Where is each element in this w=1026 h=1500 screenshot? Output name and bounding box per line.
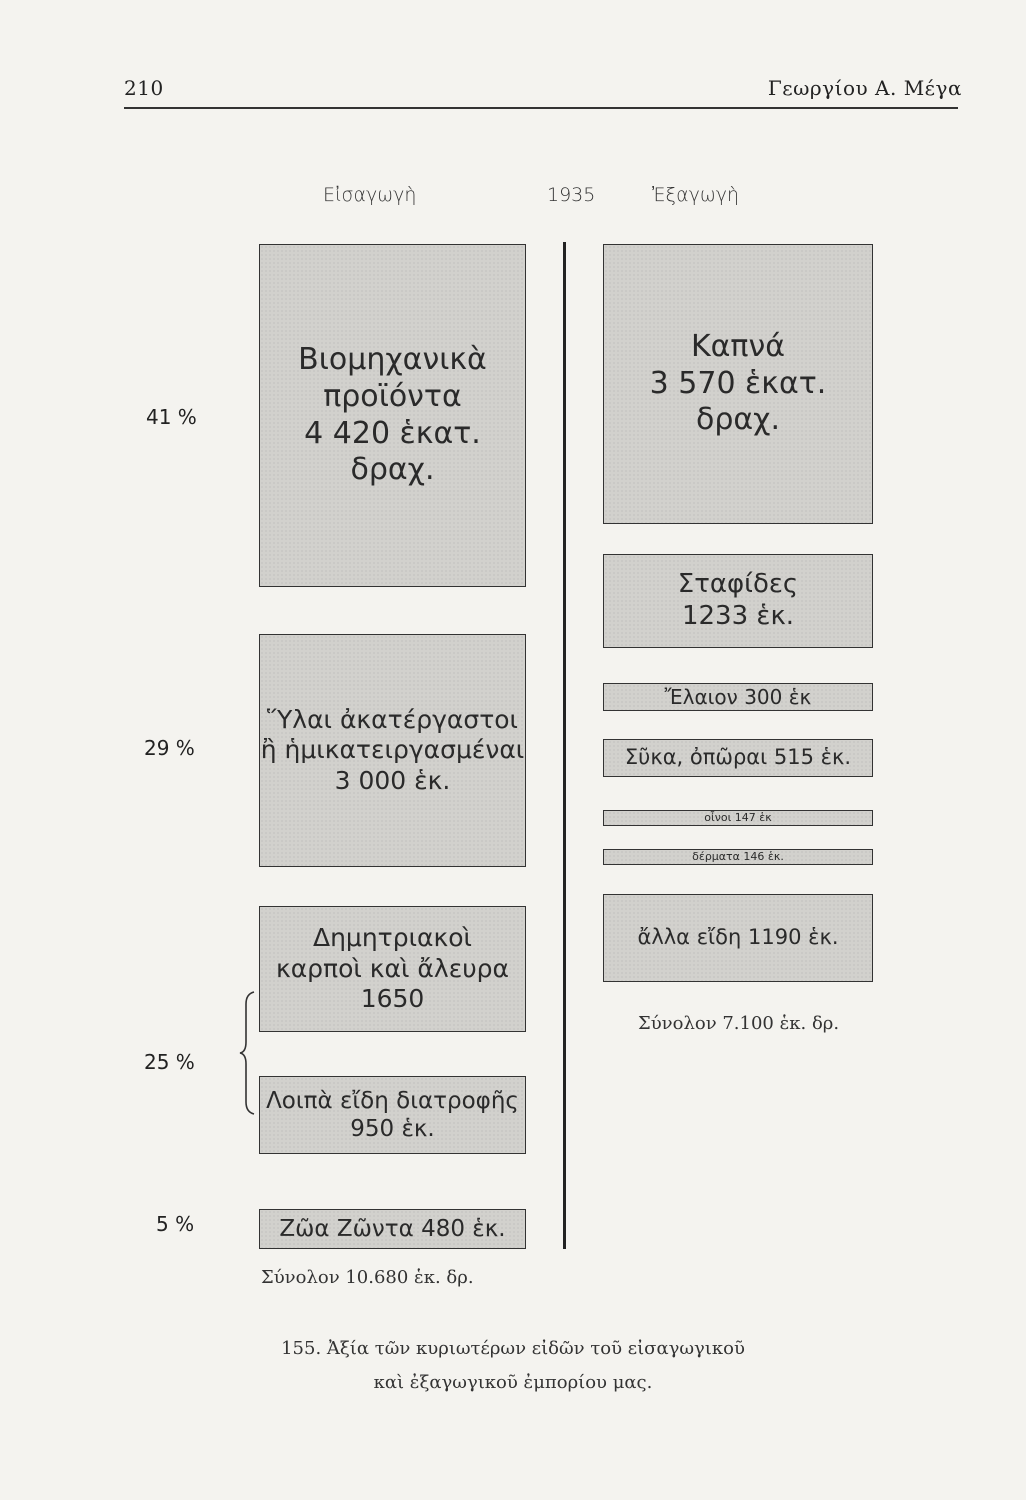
page-number: 210 bbox=[124, 76, 164, 100]
percent-label-food: 25 % bbox=[144, 1050, 195, 1074]
year-heading: 1935 bbox=[547, 184, 596, 206]
import-total: Σύνολον 10.680 ἑκ. δρ. bbox=[261, 1267, 474, 1288]
figure-caption-line2: καὶ ἐξαγωγικοῦ ἐμπορίου μας. bbox=[373, 1372, 653, 1393]
export-box-tobacco: Καπνά 3 570 ἑκατ. δραχ. bbox=[603, 244, 873, 524]
export-box-figs-fruit: Σῦκα, ὀπῶραι 515 ἑκ. bbox=[603, 739, 873, 777]
percent-label-raw: 29 % bbox=[144, 736, 195, 760]
import-heading: Εἰσαγωγὴ bbox=[323, 184, 417, 206]
export-total: Σύνολον 7.100 ἑκ. δρ. bbox=[638, 1013, 840, 1034]
export-box-currants: Σταφίδες 1233 ἑκ. bbox=[603, 554, 873, 648]
export-box-hides: δέρματα 146 ἑκ. bbox=[603, 849, 873, 865]
import-box-raw-materials: Ὕλαι ἀκατέργαστοι ἢ ἡμικατειργασμέναι 3 000 ἑκ. bbox=[259, 634, 526, 867]
export-heading: Ἐξαγωγὴ bbox=[652, 184, 740, 206]
import-box-other-foods: Λοιπὰ εἴδη διατροφῆς 950 ἑκ. bbox=[259, 1076, 526, 1154]
percent-label-animals: 5 % bbox=[156, 1212, 195, 1236]
percent-label-industrial: 41 % bbox=[146, 405, 197, 429]
export-box-wine: οἶνοι 147 ἑκ bbox=[603, 810, 873, 826]
figure-caption-line1: 155. Ἀξία τῶν κυριωτέρων εἰδῶν τοῦ εἰσαγωγικοῦ bbox=[281, 1338, 745, 1359]
import-box-industrial-products: Βιομηχανικὰ προϊόντα 4 420 ἑκατ. δραχ. bbox=[259, 244, 526, 587]
center-divider bbox=[563, 242, 566, 1249]
running-title: Γεωργίου Α. Μέγα bbox=[767, 76, 962, 100]
header-rule bbox=[124, 107, 958, 109]
export-box-other-goods: ἄλλα εἴδη 1190 ἑκ. bbox=[603, 894, 873, 982]
import-box-cereals-flour: Δημητριακοὶ καρποὶ καὶ ἄλευρα 1650 bbox=[259, 906, 526, 1032]
import-box-live-animals: Ζῶα Ζῶντα 480 ἑκ. bbox=[259, 1209, 526, 1249]
curly-brace bbox=[238, 990, 258, 1116]
export-box-olive-oil: Ἔλαιον 300 ἑκ bbox=[603, 683, 873, 711]
